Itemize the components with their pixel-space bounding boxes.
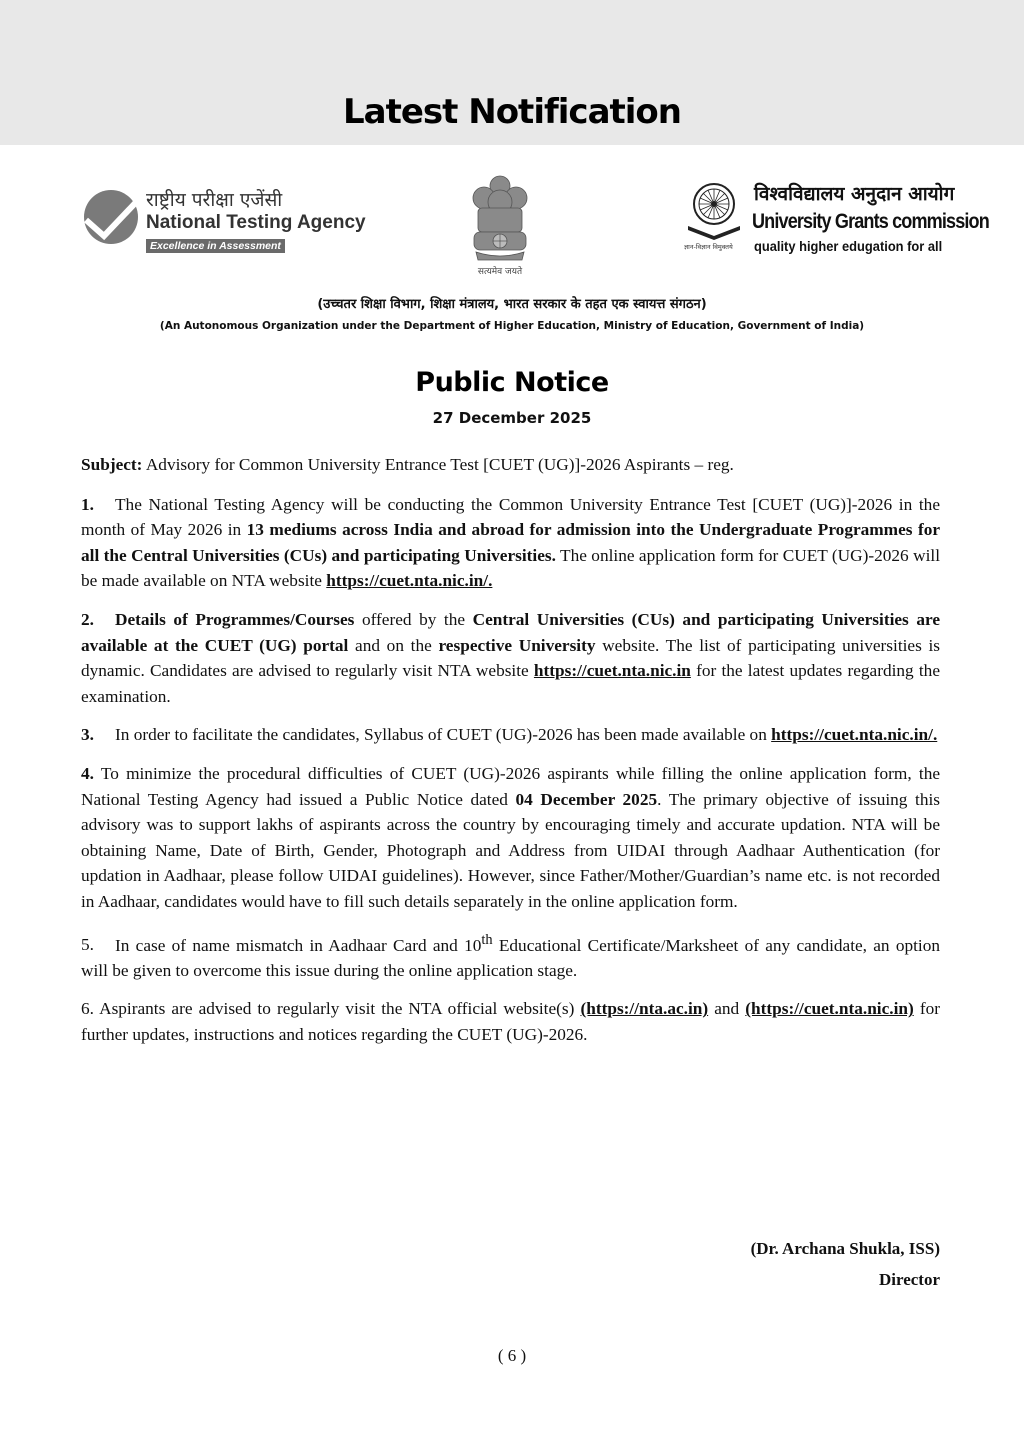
national-emblem-icon: [460, 172, 540, 264]
paragraph-text: Educational Certificate/Marksheet of any candidate, an option will be given to overcome this issue during the online application stage.: [81, 935, 940, 980]
cuet-website-link[interactable]: https://cuet.nta.nic.in/.: [771, 725, 938, 745]
cuet-website-link[interactable]: https://cuet.nta.nic.in/.: [326, 571, 493, 591]
emblem-motto: सत्यमेव जयते: [477, 267, 523, 277]
nta-tagline: Excellence in Assessment: [146, 239, 285, 253]
paragraph-text: for further updates, instructions and notices regarding the CUET (UG)-2026.: [81, 999, 940, 1045]
paragraph-text: for the latest updates regarding the examination.: [81, 661, 940, 706]
national-emblem: [460, 172, 540, 278]
paragraph-bold-text: 04 December 2025: [515, 789, 658, 809]
paragraph-text: To minimize the procedural difficulties of CUET (UG)-2026 aspirants while filling the online application form, the National Testing Agency had issued a Public Notice dated: [81, 763, 940, 809]
banner-title: Latest Notification: [343, 92, 681, 132]
checkmark-circle-icon: [84, 190, 138, 244]
cuet-website-link[interactable]: (https://cuet.nta.nic.in): [745, 999, 914, 1019]
paragraph-text: and on the: [348, 635, 439, 655]
paragraph-4: [81, 761, 940, 915]
subject-label: Subject:: [81, 455, 143, 474]
header-banner: [0, 0, 1024, 145]
paragraph-bold-text: 13 mediums across India and abroad for admission into the Undergraduate Programmes for all the Central Universities (CUs) and participating Universities.: [81, 520, 941, 565]
nta-english-name: National Testing Agency: [146, 212, 366, 233]
paragraph-text: The National Testing Agency will be conducting the Common University Entrance Test [CUET (UG)]-2026 in the month of May 2026 in: [81, 494, 940, 540]
paragraph-number: 6.: [81, 999, 94, 1019]
paragraph-number: 3.: [81, 725, 94, 745]
paragraph-bold-text: respective University: [438, 635, 596, 655]
paragraph-number: 4.: [81, 763, 94, 783]
paragraph-bold-text: Details of Programmes/Courses: [115, 609, 355, 629]
signature-block: [751, 1233, 940, 1295]
paragraph-number: 2.: [81, 609, 94, 629]
nta-website-link[interactable]: (https://nta.ac.in): [580, 999, 709, 1019]
ugc-tagline: quality higher edugation for all: [754, 238, 943, 254]
superscript: th: [481, 931, 493, 948]
notice-body: [81, 452, 940, 1061]
subject-text: Advisory for Common University Entrance Test [CUET (UG)]-2026 Aspirants – reg.: [142, 455, 734, 474]
paragraph-text: In order to facilitate the candidates, Syllabus of CUET (UG)-2026 has been made available on: [115, 725, 772, 745]
paragraph-6: [81, 996, 940, 1047]
subject-line: [81, 452, 940, 478]
nta-hindi-name: राष्ट्रीय परीक्षा एजेंसी: [146, 189, 283, 211]
signatory-name: (Dr. Archana Shukla, ISS): [750, 1239, 940, 1258]
ugc-english-name: University Grants commission: [752, 210, 989, 233]
ugc-logo: [682, 180, 989, 260]
paragraph-1: [81, 492, 940, 594]
paragraph-text: Aspirants are advised to regularly visit the NTA official website(s): [93, 999, 581, 1019]
paragraph-5: [81, 928, 940, 984]
organization-hindi: (उच्चतर शिक्षा विभाग, शिक्षा मंत्रालय, भारत सरकार के तहत एक स्वायत्त संगठन): [317, 297, 707, 312]
paragraph-text: offered by the: [354, 609, 473, 629]
paragraph-text: In case of name mismatch in Aadhaar Card and 10: [115, 935, 482, 955]
notice-date: 27 December 2025: [432, 409, 592, 427]
paragraph-3: [81, 722, 940, 748]
paragraph-bold-text: Central Universities (CUs) and participating Universities are available at the CUET (UG) portal: [81, 609, 940, 655]
nta-logo: [84, 186, 374, 256]
ugc-chakra-icon: [686, 180, 742, 242]
paragraph-2: [81, 607, 940, 709]
page-number: ( 6 ): [497, 1346, 527, 1365]
cuet-website-link[interactable]: https://cuet.nta.nic.in: [533, 661, 691, 681]
ugc-hindi-name: विश्वविद्यालय अनुदान आयोग: [754, 183, 955, 205]
signatory-designation: Director: [878, 1270, 940, 1289]
paragraph-number: 5.: [81, 935, 94, 955]
paragraph-text: The online application form for CUET (UG)-2026 will be made available on NTA website: [81, 545, 940, 591]
paragraph-text: and: [708, 999, 746, 1019]
notice-title: Public Notice: [415, 367, 609, 398]
ugc-small-motto: ज्ञान-विज्ञान विमुक्तये: [684, 243, 733, 251]
paragraph-text: . The primary objective of issuing this advisory was to support lakhs of aspirants across the country by encouraging timely and accurate updation. NTA will be obtaining Name, Date of Birth, Gender, Photograph and Address from UIDAI through Aadhaar Authentication (for updation in Aadhaar, please follow UIDAI guidelines). However, since Father/Mother/Guardian’s name etc. is not recorded in Aadhaar, candidates would have to fill such details separately in the online application form.: [81, 789, 940, 911]
organization-english: (An Autonomous Organization under the Department of Higher Education, Ministry of Education, Government of India): [159, 320, 865, 332]
paragraph-number: 1.: [81, 494, 94, 514]
paragraph-text: website. The list of participating universities is dynamic. Candidates are advised to regularly visit NTA website: [81, 635, 941, 681]
